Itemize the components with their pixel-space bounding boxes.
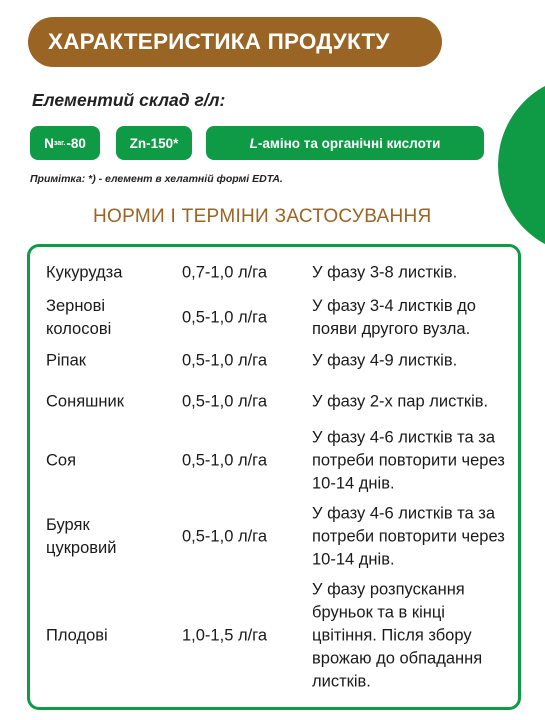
application-rate: 0,5-1,0 л/га [182,392,267,411]
application-timing: У фазу 3-4 листків до появи другого вузла. [312,297,476,338]
application-rate: 0,5-1,0 л/га [182,308,267,327]
zinc-badge: Zn-150* [116,126,192,160]
chelate-note: Примітка: *) - елемент в хелатній формі EDTA. [30,173,283,185]
application-table [27,244,521,710]
crop-name: Ріпак [46,351,87,370]
application-timing: У фазу 4-6 листків та за потреби повторити через 10-14 днів. [312,428,505,493]
table-row [46,577,510,695]
nitrogen-badge: N заг. -80 [30,126,100,160]
application-rate: 0,5-1,0 л/га [182,451,267,470]
table-row [46,425,510,497]
crop-name: Кукурудза [46,263,123,282]
application-rate: 0,5-1,0 л/га [182,351,267,370]
application-timing: У фазу 4-9 листків. [312,351,458,370]
application-timing: У фазу 3-8 листків. [312,263,458,282]
table-row [46,388,510,416]
table-row [46,293,510,343]
amino-acids-badge: L -аміно та органічні кислоти [206,126,484,160]
application-timing: У фазу розпускання бруньок та в кінці цвітіння. Після збору врожаю до обпадання листків. [312,580,483,691]
crop-name: Соя [46,451,77,470]
table-row [46,347,510,375]
crop-name: Буряк цукровий [46,516,117,557]
banner-title: ХАРАКТЕРИСТИКА ПРОДУКТУ [48,29,390,54]
application-section-title: НОРМИ І ТЕРМІНИ ЗАСТОСУВАННЯ [93,206,432,227]
application-rate: 1,0-1,5 л/га [182,626,267,645]
crop-name: Зернові колосові [46,297,112,338]
composition-title: Елементий склад г/л: [32,90,226,110]
application-rate: 0,7-1,0 л/га [182,263,267,282]
application-timing: У фазу 4-6 листків та за потреби повторити через 10-14 днів. [312,504,505,569]
decorative-green-circle [498,75,545,255]
crop-name: Плодові [46,626,108,645]
crop-name: Соняшник [46,392,124,411]
table-row [46,501,510,573]
table-row [46,259,510,287]
application-rate: 0,5-1,0 л/га [182,527,267,546]
application-timing: У фазу 2-х пар листків. [312,392,489,411]
product-characteristics-banner [28,17,442,67]
